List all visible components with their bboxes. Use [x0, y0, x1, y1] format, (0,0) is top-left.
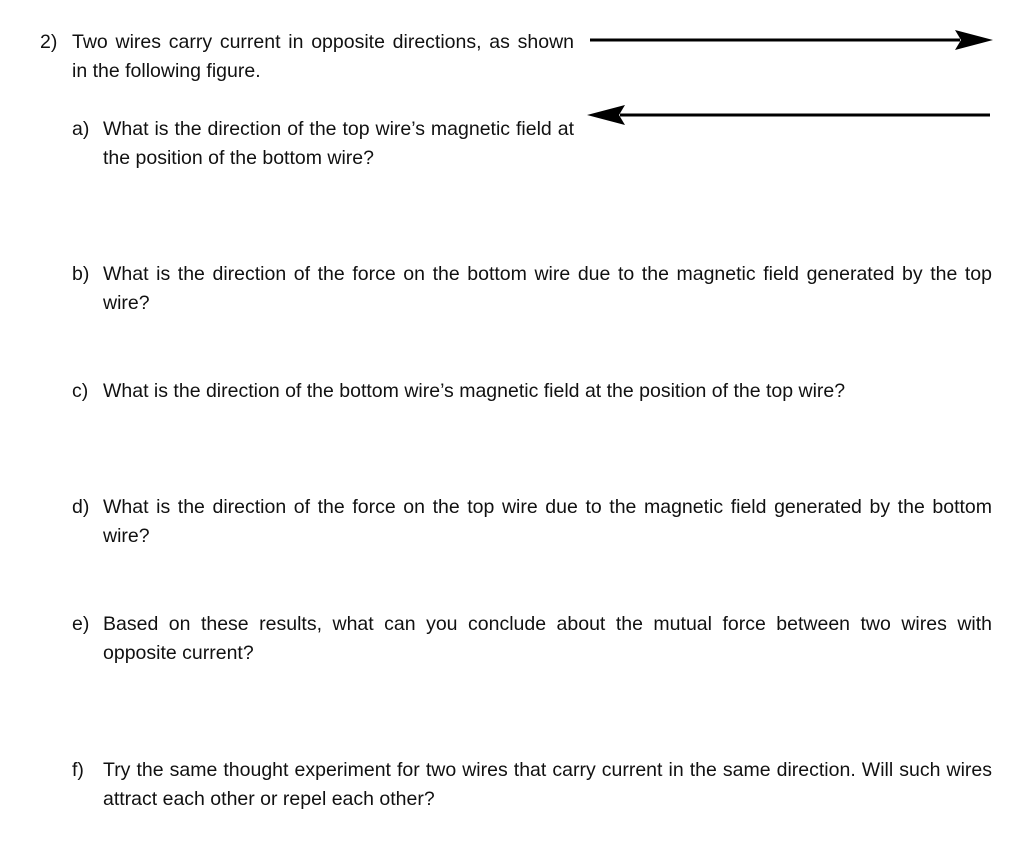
subquestion-a-text: What is the direction of the top wire’s magnetic field at the position of the bottom wire?	[103, 118, 574, 169]
subquestion-e-label: e)	[72, 613, 90, 635]
top-wire-arrow	[585, 25, 995, 55]
subquestion-e-text: Based on these results, what can you conclude about the mutual force between two wires with opposite current?	[103, 613, 992, 664]
subquestion-b-text: What is the direction of the force on the bottom wire due to the magnetic field generated by the top wire?	[103, 263, 992, 314]
subquestion-c-label: c)	[72, 380, 89, 402]
subquestion-b-label: b)	[72, 263, 90, 285]
subquestion-f-text: Try the same thought experiment for two wires that carry current in the same direction. Will such wires attract each other or repel each other?	[103, 759, 992, 810]
subquestion-c-text: What is the direction of the bottom wire’s magnetic field at the position of the top wire?	[103, 380, 846, 402]
bottom-wire-arrow	[585, 100, 995, 130]
question-number: 2)	[40, 31, 58, 53]
subquestion-f-label: f)	[72, 759, 84, 781]
subquestion-d-label: d)	[72, 496, 90, 518]
question-text: Two wires carry current in opposite directions, as shown in the following figure.	[72, 31, 574, 82]
subquestion-d-text: What is the direction of the force on the top wire due to the magnetic field generated by the bottom wire?	[103, 496, 992, 547]
subquestion-a-label: a)	[72, 118, 90, 140]
